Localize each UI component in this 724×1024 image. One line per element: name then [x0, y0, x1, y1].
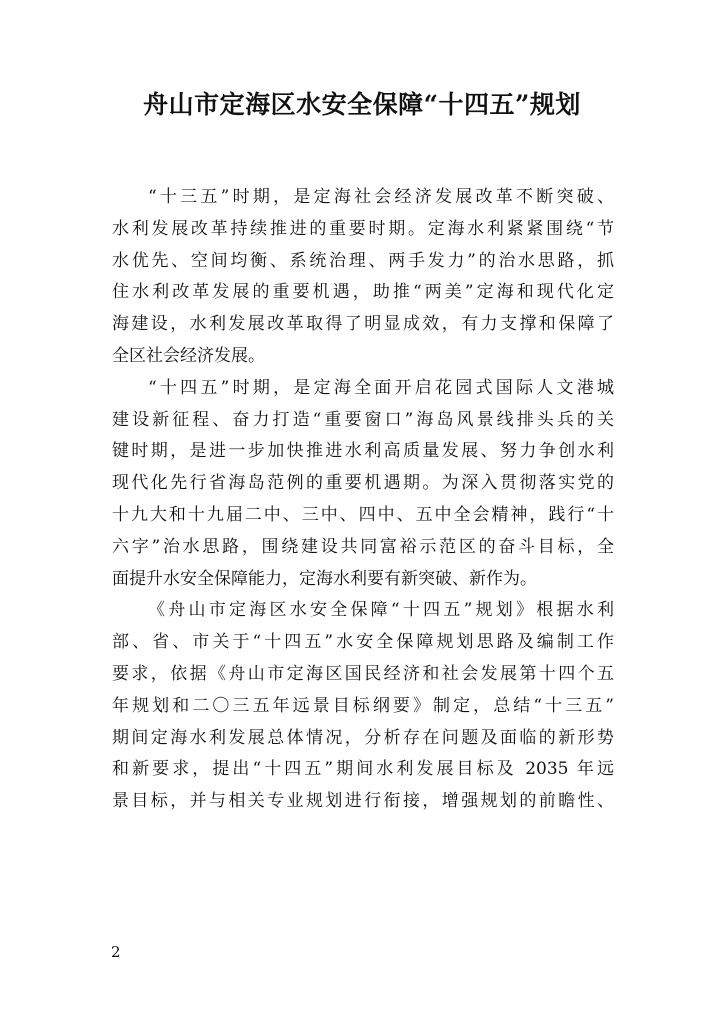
paragraph-2-line-3: 键时期，是进一步加快推进水利高质量发展、努力争创水利 — [112, 441, 614, 462]
paragraph-1-line-1: “十三五”时期，是定海社会经济发展改革不断突破、 — [148, 187, 614, 207]
paragraph-1-line-3: 水优先、空间均衡、系统治理、两手发力”的治水思路，抓 — [112, 250, 614, 271]
paragraph-3-line-6: 和新要求，提出“十四五”期间水利发展目标及 2035 年远 — [112, 759, 614, 780]
paragraph-3-line-2: 部、省、市关于“十四五”水安全保障规划思路及编制工作 — [112, 632, 614, 653]
document-title: 舟山市定海区水安全保障“十四五”规划 — [143, 90, 581, 119]
paragraph-2-line-2: 建设新征程、奋力打造“重要窗口”海岛风景线排头兵的关 — [112, 409, 614, 430]
paragraph-2-line-7: 面提升水安全保障能力，定海水利要有新突破、新作为。 — [112, 568, 537, 589]
paragraph-2-line-6: 六字”治水思路，围绕建设共同富裕示范区的奋斗目标，全 — [112, 536, 614, 557]
paragraph-1-line-5: 海建设，水利发展改革取得了明显成效，有力支撑和保障了 — [112, 314, 614, 335]
paragraph-3-line-3: 要求，依据《舟山市定海区国民经济和社会发展第十四个五 — [112, 663, 614, 684]
paragraph-1-line-6: 全区社会经济发展。 — [112, 345, 265, 366]
page-number: 2 — [111, 943, 121, 961]
paragraph-2-line-5: 十九大和十九届二中、三中、四中、五中全会精神，践行“十 — [112, 504, 614, 525]
paragraph-2-line-4: 现代化先行省海岛范例的重要机遇期。为深入贯彻落实党的 — [112, 473, 614, 494]
paragraph-3-line-1: 《舟山市定海区水安全保障“十四五”规划》根据水利 — [148, 600, 614, 621]
document-body — [112, 182, 614, 818]
paragraph-2-line-1: “十四五”时期，是定海全面开启花园式国际人文港城 — [148, 377, 614, 398]
paragraph-1-line-2: 水利发展改革持续推进的重要时期。定海水利紧紧围绕“节 — [112, 218, 614, 239]
paragraph-3-line-7: 景目标，并与相关专业规划进行衔接，增强规划的前瞻性、 — [112, 791, 614, 812]
paragraph-3-line-4: 年规划和二〇三五年远景目标纲要》制定，总结“十三五” — [112, 695, 614, 716]
paragraph-1-line-4: 住水利改革发展的重要机遇，助推“两美”定海和现代化定 — [112, 282, 614, 303]
paragraph-3-line-5: 期间定海水利发展总体情况，分析存在问题及面临的新形势 — [112, 727, 614, 748]
